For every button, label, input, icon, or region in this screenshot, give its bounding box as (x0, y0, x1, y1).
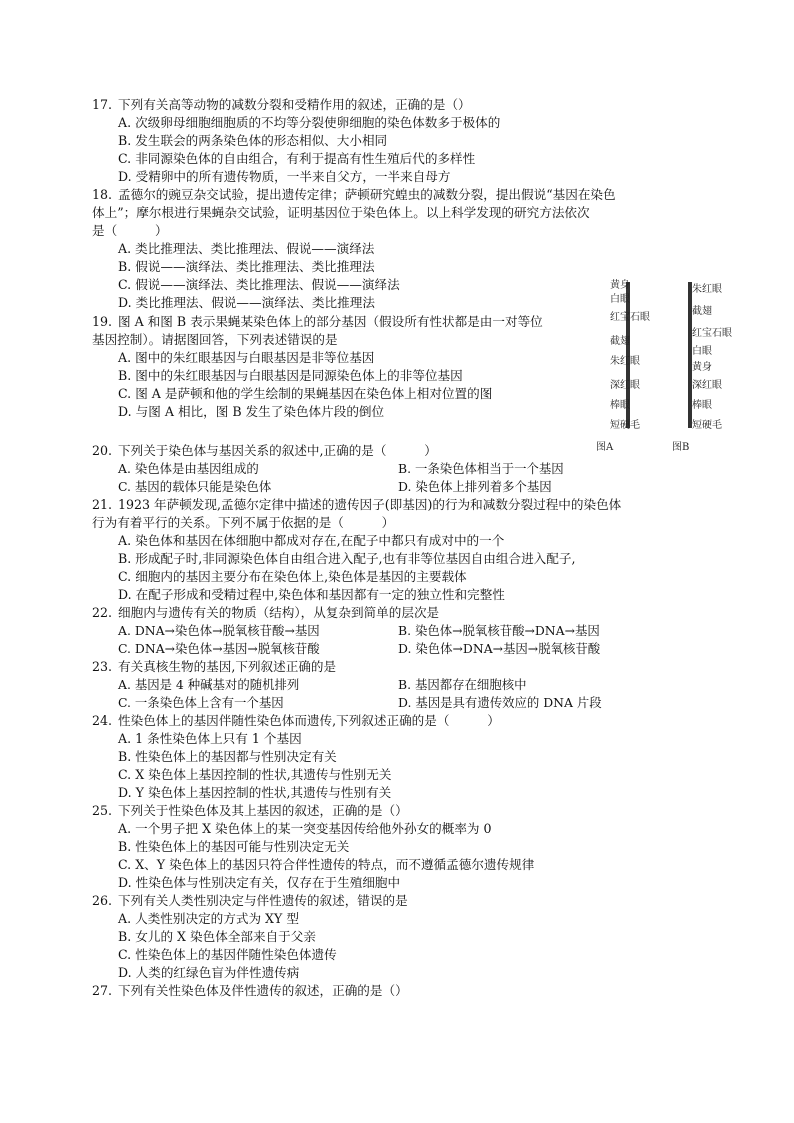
question-20 (92, 442, 692, 460)
gene-label: 深红眼 (692, 380, 722, 391)
gene-label: 截翅 (692, 306, 712, 317)
gene-label: 短硬毛 (610, 420, 640, 431)
question-number: 20. (92, 443, 113, 458)
gene-label: 红宝石眼 (610, 312, 650, 323)
question-number: 26. (92, 893, 113, 908)
question-stem: 下列关于染色体与基因关系的叙述中,正确的是（ ） (118, 443, 437, 458)
gene-label: 白眼 (692, 346, 712, 357)
option-b: B. 发生联会的两条染色体的形态相似、大小相同 (118, 133, 388, 148)
question-stem: 有关真核生物的基因,下列叙述正确的是 (118, 659, 337, 674)
option-d: D. 类比推理法、假说——演绎法、类比推理法 (118, 295, 375, 310)
option-a: A. DNA→染色体→脱氧核苷酸→基因 (118, 623, 320, 638)
question-number: 17. (92, 97, 113, 112)
option-c: C. DNA→染色体→基因→脱氧核苷酸 (118, 641, 320, 656)
gene-label: 截翅 (610, 336, 630, 347)
gene-label: 黄身 (610, 280, 630, 291)
gene-label: 白眼 (610, 294, 630, 305)
option-c: C. 性染色体上的基因伴随性染色体遗传 (118, 947, 337, 962)
option-c: C. 一条染色体上含有一个基因 (118, 695, 284, 710)
option-c: C. X 染色体上基因控制的性状,其遗传与性别无关 (118, 767, 392, 782)
question-17 (92, 96, 692, 186)
question-number: 25. (92, 803, 113, 818)
gene-label: 红宝石眼 (692, 328, 732, 339)
question-stem: 细胞内与遗传有关的物质（结构），从复杂到简单的层次是 (118, 605, 440, 620)
question-19 (92, 313, 592, 421)
option-a: A. 基因是 4 种碱基对的随机排列 (118, 677, 300, 692)
option-a: A. 图中的朱红眼基因与白眼基因是非等位基因 (118, 350, 375, 365)
question-stem: 下列有关性染色体及伴性遗传的叙述，正确的是（） (118, 983, 408, 998)
option-d: D. 基因是具有遗传效应的 DNA 片段 (398, 695, 602, 710)
figure-a-caption: 图A (596, 442, 614, 453)
question-number: 24. (92, 713, 113, 728)
figure-b-caption: 图B (672, 442, 690, 453)
question-stem-cont: 体上”；摩尔根进行果蝇杂交试验，证明基因位于染色体上。以上科学发现的研究方法依次 (92, 205, 590, 220)
gene-label: 黄身 (692, 362, 712, 373)
question-number: 19. (92, 314, 113, 329)
gene-label: 棒眼 (692, 400, 712, 411)
option-b: B. 染色体→脱氧核苷酸→DNA→基因 (398, 623, 600, 638)
question-stem: 下列关于性染色体及其上基因的叙述，正确的是（） (118, 803, 408, 818)
question-24 (92, 712, 692, 802)
option-c: C. 基因的载体只能是染色体 (118, 479, 272, 494)
question-stem-cont: 是（ ） (92, 223, 168, 238)
question-stem: 1923 年萨顿发现,孟德尔定律中描述的遗传因子(即基因)的行为和减数分裂过程中的染色体 (118, 497, 622, 512)
option-d: D. 受精卵中的所有遗传物质，一半来自父方，一半来自母方 (118, 169, 451, 184)
option-d: D. 人类的红绿色盲为伴性遗传病 (118, 965, 300, 980)
gene-label: 短硬毛 (692, 420, 722, 431)
question-26 (92, 892, 692, 982)
option-a: A. 类比推理法、类比推理法、假说——演绎法 (118, 241, 375, 256)
option-c: C. 图 A 是萨顿和他的学生绘制的果蝇基因在染色体上相对位置的图 (118, 386, 493, 401)
question-stem-cont: 基因控制）。请据图回答，下列表述错误的是 (92, 332, 338, 347)
question-number: 22. (92, 605, 113, 620)
option-a: A. 人类性别决定的方式为 XY 型 (118, 911, 299, 926)
gene-label: 深红眼 (610, 380, 640, 391)
option-a: A. 1 条性染色体上只有 1 个基因 (118, 731, 302, 746)
option-b: B. 基因都存在细胞核中 (398, 677, 527, 692)
question-number: 23. (92, 659, 113, 674)
question-27 (92, 982, 692, 1000)
option-d: D. 在配子形成和受精过程中,染色体和基因都有一定的独立性和完整性 (118, 587, 505, 602)
question-23 (92, 658, 692, 676)
gene-label: 朱红眼 (692, 284, 722, 295)
option-b: B. 假说——演绎法、类比推理法、类比推理法 (118, 259, 375, 274)
option-c: C. 假说——演绎法、类比推理法、假说——演绎法 (118, 277, 400, 292)
question-number: 27. (92, 983, 113, 998)
question-25 (92, 802, 692, 892)
question-stem: 图 A 和图 B 表示果蝇某染色体上的部分基因（假设所有性状都是由一对等位 (118, 314, 543, 329)
option-d: D. 与图 A 相比，图 B 发生了染色体片段的倒位 (118, 404, 385, 419)
option-d: D. 染色体上排列着多个基因 (398, 479, 552, 494)
option-a: A. 染色体和基因在体细胞中都成对存在,在配子中都只有成对中的一个 (118, 533, 505, 548)
question-stem-cont: 行为有着平行的关系。下列不属于依据的是（ ） (92, 515, 395, 530)
question-number: 18. (92, 187, 113, 202)
question-number: 21. (92, 497, 113, 512)
option-b: B. 一条染色体相当于一个基因 (398, 461, 564, 476)
option-a: A. 次级卵母细胞细胞质的不均等分裂使卵细胞的染色体数多于极体的 (118, 115, 501, 130)
option-c: C. 细胞内的基因主要分布在染色体上,染色体是基因的主要载体 (118, 569, 467, 584)
option-c: C. 非同源染色体的自由组合，有利于提高有性生殖后代的多样性 (118, 151, 476, 166)
option-b: B. 图中的朱红眼基因与白眼基因是同源染色体上的非等位基因 (118, 368, 463, 383)
option-a: A. 染色体是由基因组成的 (118, 461, 259, 476)
chromosome-figure (592, 276, 742, 456)
question-stem: 孟德尔的豌豆杂交试验，提出遗传定律；萨顿研究蝗虫的减数分裂，提出假说“基因在染色 (118, 187, 616, 202)
question-stem: 下列有关人类性别决定与伴性遗传的叙述，错误的是 (118, 893, 408, 908)
option-b: B. 女儿的 X 染色体全部来自于父亲 (118, 929, 316, 944)
option-b: B. 性染色体上的基因都与性别决定有关 (118, 749, 337, 764)
option-b: B. 形成配子时,非同源染色体自由组合进入配子,也有非等位基因自由组合进入配子, (118, 551, 576, 566)
option-d: D. 性染色体与性别决定有关，仅存在于生殖细胞中 (118, 875, 401, 890)
question-stem: 下列有关高等动物的减数分裂和受精作用的叙述，正确的是（） (118, 97, 471, 112)
option-a: A. 一个男子把 X 染色体上的某一突变基因传给他外孙女的概率为 0 (118, 821, 492, 836)
question-22 (92, 604, 692, 622)
gene-label: 朱红眼 (610, 356, 640, 367)
option-c: C. X、Y 染色体上的基因只符合伴性遗传的特点，而不遵循孟德尔遗传规律 (118, 857, 535, 872)
option-b: B. 性染色体上的基因可能与性别决定无关 (118, 839, 350, 854)
gene-label: 棒眼 (610, 400, 630, 411)
option-d: D. 染色体→DNA→基因→脱氧核苷酸 (398, 641, 601, 656)
question-stem: 性染色体上的基因伴随性染色体而遗传,下列叙述正确的是（ ） (118, 713, 500, 728)
question-21 (92, 496, 692, 604)
option-d: D. Y 染色体上基因控制的性状,其遗传与性别有关 (118, 785, 392, 800)
